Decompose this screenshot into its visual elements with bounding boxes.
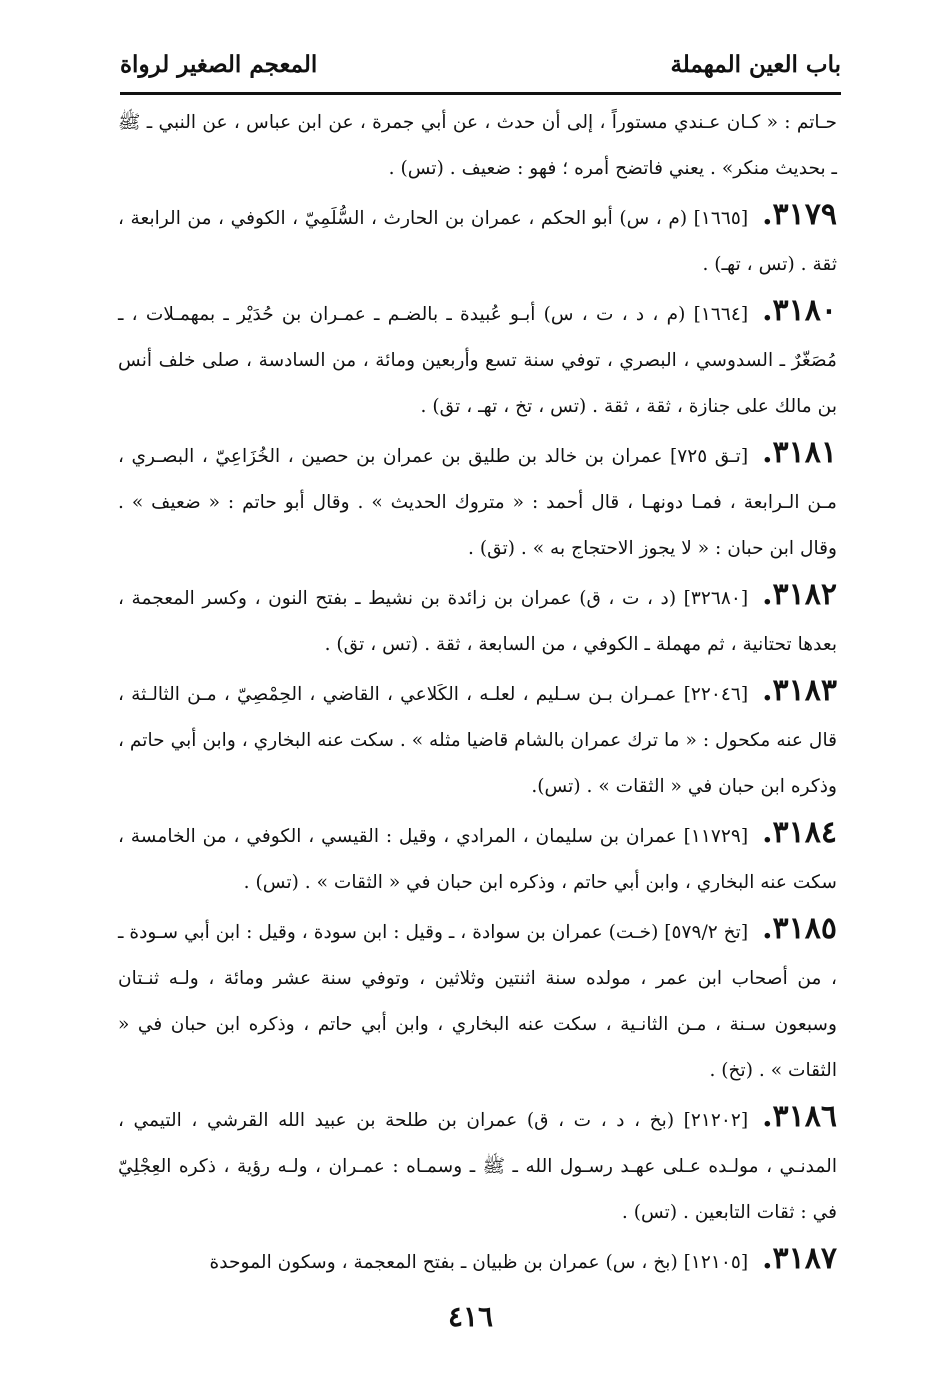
entry-text: [٣٢٦٨٠] (د ، ت ، ق) عمران بن زائدة بن نشيط ـ بفتح النون ، وكسر المعجمة ، بعدها تحتانية ، ثم مهملة ـ الكوفي ، من السابعة ، ثقة . (تس ، تق) . [118,588,837,655]
entry-text: [١٦٦٤] (م ، د ، ت ، س) أبـو عُبيدة ـ بالضـم ـ عمـران بن حُدَيْر ـ بمهمـلات ، ـ مُصَغّرٌ ـ السدوسي ، البصري ، توفي سنة تسع وأربعين ومائة ، من السادسة ، صلى خلف أنس بن مالك على جنازة ، ثقة ، ثقة . (تس ، تخ ، تهـ ، تق) . [118,304,837,417]
entry-text: [تـق ٧٢٥] عمران بن خالد بن طليق بن عمران بن حصين ، الخُزَاعِيّ ، البصـري ، مـن الـرابعة ، فمـا دونهـا ، قال أحمد : « متروك الحديث » . وقال أبو حاتم : « ضعيف » . وقال ابن حبان : « لا يجوز الاحتجاج به » . (تق) . [118,446,837,559]
entry-number: ٣١٨٠. [762,293,837,328]
entry-number: ٣١٨١. [762,435,837,470]
entry-text: [١٦٦٥] (م ، س) أبو الحكم ، عمران بن الحارث ، السُّلَمِيّ ، الكوفي ، من الرابعة ، ثقة . (تس ، تهـ) . [118,208,837,275]
entry-number: ٣١٨٥. [762,911,837,946]
entry-text: [١١٧٢٩] عمران بن سليمان ، المرادي ، وقيل : القيسي ، الكوفي ، من الخامسة ، سكت عنه البخاري ، وابن أبي حاتم ، وذكره ابن حبان في « الثقات » . (تس) . [118,826,837,893]
entry-text: [٢١٢٠٢] (بخ ، د ، ت ، ق) عمران بن طلحة بن عبيد الله القرشي ، التيمي ، المدنـي ، مولـده عـلى عهـد رسـول الله ـ ﷺ ـ وسمـاه : عمـران ، ولـه رؤية ، ذكره العِجْلِيّ في : ثقات التابعين . (تس) . [118,1110,837,1223]
entry-text: [تخ ٥٧٩/٢] (خـت) عمران بن سوادة ، ـ وقيل : ابن سودة ، وقيل : ابن أبي سـودة ـ ، من أصحاب ابن عمر ، مولده سنة اثنتين وثلاثين ، وتوفي سنة عشر ومائة ، ولـه ثنـتان وسبعون سـنة ، مـن الثانـية ، سكت عنه البخاري ، وابن أبي حاتم ، وذكره ابن حبان في « الثقات » . (تخ) . [118,922,837,1081]
entry-3187 [118,1236,837,1286]
page-number: ٤١٦ [447,1300,494,1333]
entry-continuation [118,100,837,192]
entry-number: ٣١٨٣. [762,673,837,708]
entry-3181 [118,430,837,572]
entry-3183 [118,668,837,810]
header-rule [120,92,841,95]
entry-3180 [118,288,837,430]
entry-text: [٢٢٠٤٦] عمـران بـن سـليم ، لعلـه ، الكَلاعي ، القاضي ، الحِمْصِيّ ، مـن الثالـثة ، قال عنه مكحول : « ما ترك عمران بالشام قاضيا مثله » . سكت عنه البخاري ، وابن أبي حاتم ، وذكره ابن حبان في « الثقات » . (تس). [118,684,837,797]
entry-number: ٣١٧٩. [762,197,837,232]
entry-text: [١٢١٠٥] (بخ ، س) عمران بن ظبيان ـ بفتح المعجمة ، وسكون الموحدة [209,1252,749,1273]
entry-3185 [118,906,837,1094]
entry-3184 [118,810,837,906]
entry-3179 [118,192,837,288]
book-title: المعجم الصغير لرواة [120,50,318,78]
section-title: باب العين المهملة [670,50,841,78]
running-header [120,44,841,84]
entry-3186 [118,1094,837,1236]
entry-number: ٣١٨٦. [762,1099,837,1134]
entry-3182 [118,572,837,668]
entry-number: ٣١٨٤. [762,815,837,850]
entries-body [118,100,837,1286]
entry-text: حـاتم : « كـان عـندي مستوراً ، إلى أن حدث ، عن أبي جمرة ، عن ابن عباس ، عن النبي ـ ﷺ ـ بحديث منكر» . يعني فاتضح أمره ؛ فهو : ضعيف . (تس) . [118,112,837,179]
entry-number: ٣١٨٧. [762,1241,837,1276]
entry-number: ٣١٨٢. [762,577,837,612]
